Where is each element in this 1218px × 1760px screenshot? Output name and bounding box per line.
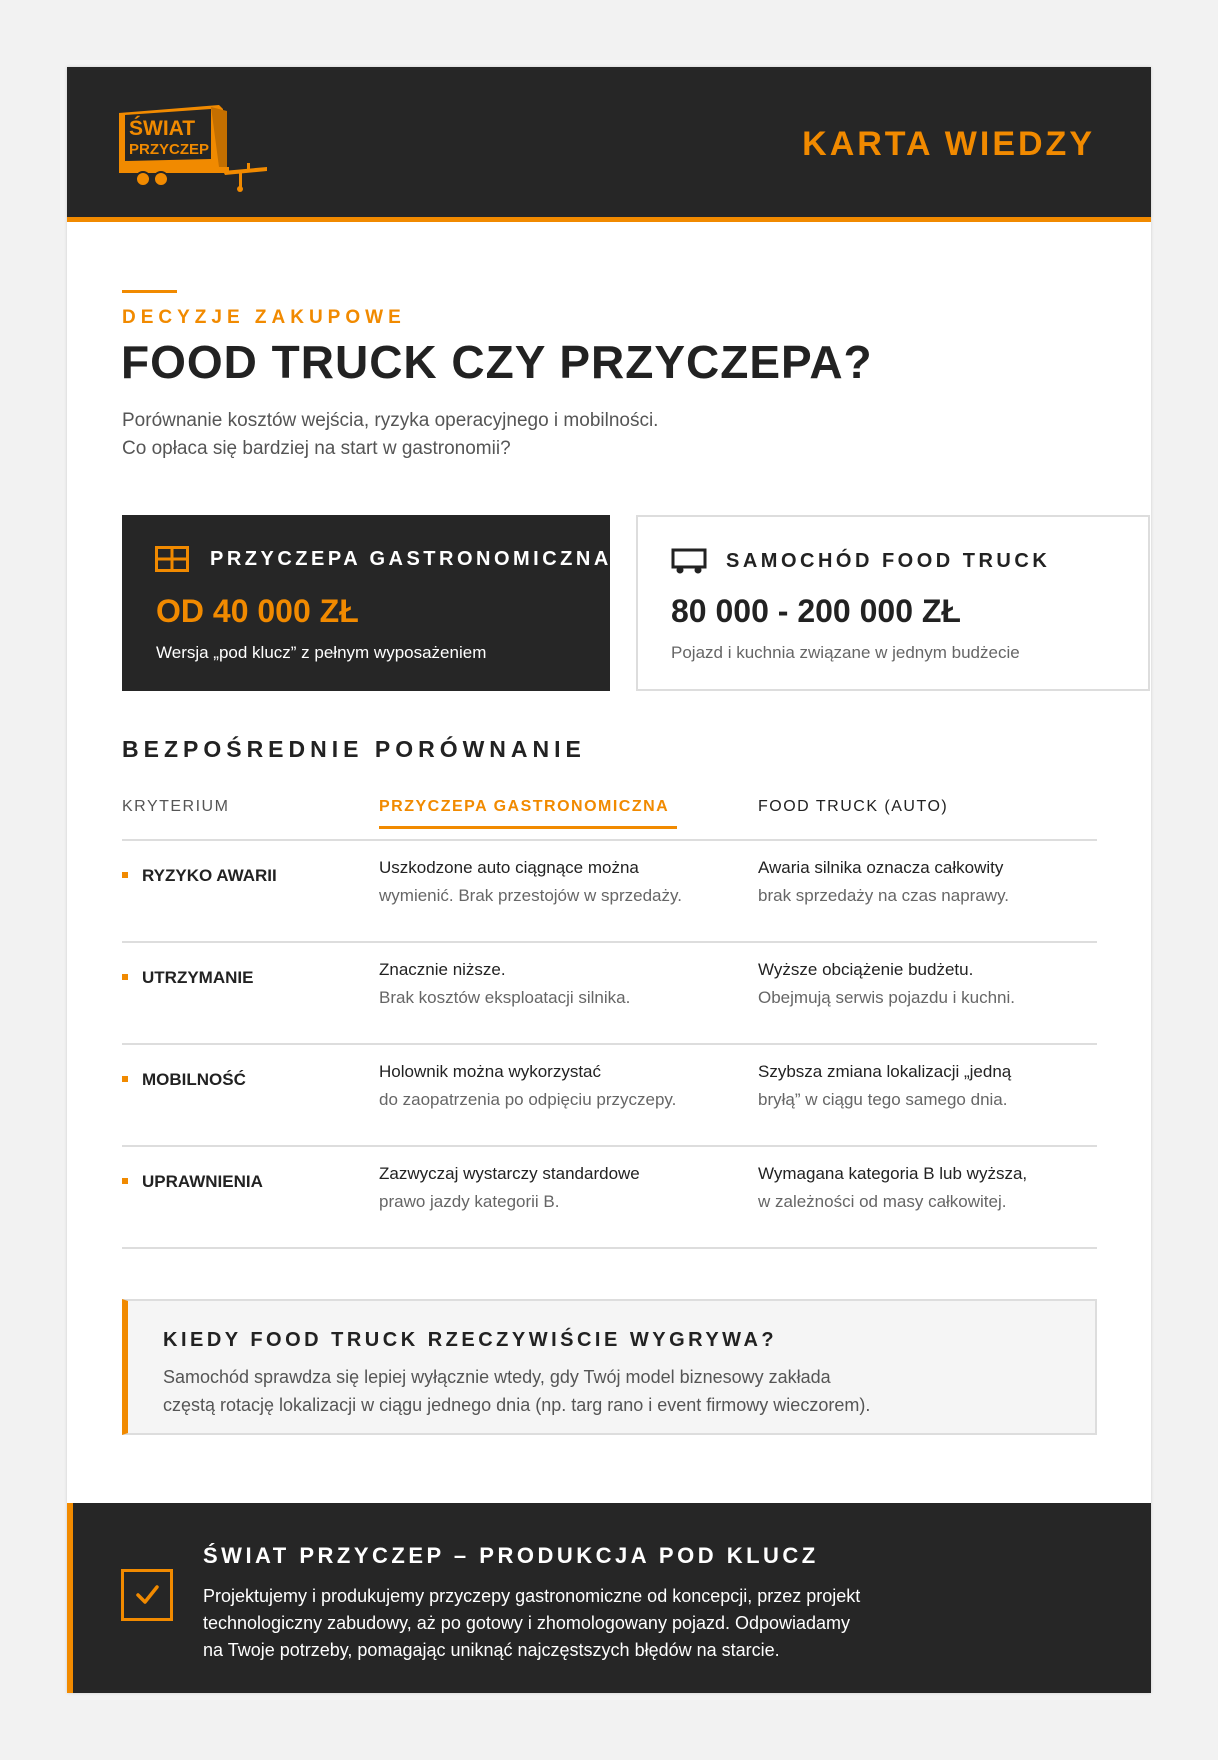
bullet-icon <box>122 872 128 878</box>
price-card-name: SAMOCHÓD FOOD TRUCK <box>726 550 1051 572</box>
price-card-note: Pojazd i kuchnia związane w jednym budżecie <box>671 643 1020 662</box>
truck-icon <box>671 548 707 576</box>
check-icon <box>121 1569 173 1621</box>
price-card-trailer <box>122 515 610 691</box>
row-criterion: RYZYKO AWARII <box>122 866 277 886</box>
footer-title: ŚWIAT PRZYCZEP – PRODUKCJA POD KLUCZ <box>203 1543 819 1568</box>
cell-truck: Szybsza zmiana lokalizacji „jedną bryłą” w ciągu tego samego dnia. <box>758 1062 1012 1109</box>
page-subtitle <box>122 407 822 463</box>
row-criterion: MOBILNOŚĆ <box>122 1070 246 1090</box>
header-title: KARTA WIEDZY <box>802 125 1095 163</box>
column-header-trailer: PRZYCZEPA GASTRONOMICZNA <box>379 798 670 815</box>
price-card-note: Wersja „pod klucz” z pełnym wyposażeniem <box>156 643 487 662</box>
cell-trailer: Zazwyczaj wystarczy standardowe prawo jazdy kategorii B. <box>379 1164 640 1211</box>
eyebrow-label: DECYZJE ZAKUPOWE <box>122 307 406 328</box>
logo-text-line2: PRZYCZEP <box>129 141 210 158</box>
bullet-icon <box>122 974 128 980</box>
price-card-price: OD 40 000 ZŁ <box>156 593 359 629</box>
accent-line <box>122 290 177 293</box>
table-row <box>122 841 1097 943</box>
bullet-icon <box>122 1178 128 1184</box>
price-card-name: PRZYCZEPA GASTRONOMICZNA <box>210 548 612 570</box>
logo[interactable] <box>119 105 269 197</box>
subtitle-line: Porównanie kosztów wejścia, ryzyka operacyjnego i mobilności. <box>122 410 659 431</box>
cell-truck: Awaria silnika oznacza całkowity brak sprzedaży na czas naprawy. <box>758 858 1010 905</box>
price-card-truck <box>636 515 1150 691</box>
header-bar <box>67 67 1151 222</box>
cell-trailer: Holownik można wykorzystać do zaopatrzenia po odpięciu przyczepy. <box>379 1062 677 1109</box>
cell-trailer: Znacznie niższe. Brak kosztów eksploatacji silnika. <box>379 960 631 1007</box>
logo-text-line1: ŚWIAT <box>129 117 196 140</box>
callout-title: KIEDY FOOD TRUCK RZECZYWIŚCIE WYGRYWA? <box>163 1329 778 1351</box>
footer-bar <box>67 1503 1151 1693</box>
knowledge-card <box>67 67 1151 1693</box>
cell-truck: Wyższe obciążenie budżetu. Obejmują serwis pojazdu i kuchni. <box>758 960 1016 1007</box>
subtitle-line: Co opłaca się bardziej na start w gastronomii? <box>122 438 511 459</box>
table-row <box>122 943 1097 1045</box>
row-criterion: UTRZYMANIE <box>122 968 253 988</box>
column-header-truck: FOOD TRUCK (AUTO) <box>758 798 949 815</box>
cell-trailer: Uszkodzone auto ciągnące można wymienić. Brak przestojów w sprzedaży. <box>379 858 682 905</box>
table-row <box>122 1045 1097 1147</box>
grid-icon <box>155 546 189 572</box>
callout-body: Samochód sprawdza się lepiej wyłącznie wtedy, gdy Twój model biznesowy zakłada częstą rotację lokalizacji w ciągu jednego dnia (np. targ rano i event firmowy wieczorem). <box>163 1367 871 1415</box>
cell-truck: Wymagana kategoria B lub wyższa, w zależności od masy całkowitej. <box>758 1164 1028 1211</box>
price-card-price: 80 000 - 200 000 ZŁ <box>671 593 961 629</box>
footer-body: Projektujemy i produkujemy przyczepy gastronomiczne od koncepcji, przez projekt technologiczny zabudowy, aż po gotowy i zhomologowany pojazd. Odpowiadamy na Twoje potrzeby, pomagając uniknąć najczęstszych błędów na starcie. <box>203 1586 861 1660</box>
table-row <box>122 1147 1097 1249</box>
comparison-title: BEZPOŚREDNIE PORÓWNANIE <box>122 736 586 762</box>
bullet-icon <box>122 1076 128 1082</box>
row-criterion: UPRAWNIENIA <box>122 1172 263 1192</box>
page-title: FOOD TRUCK CZY PRZYCZEPA? <box>121 336 873 388</box>
column-header-criterion: KRYTERIUM <box>122 798 230 815</box>
column-header-underline <box>379 826 677 829</box>
callout-box <box>122 1299 1097 1435</box>
